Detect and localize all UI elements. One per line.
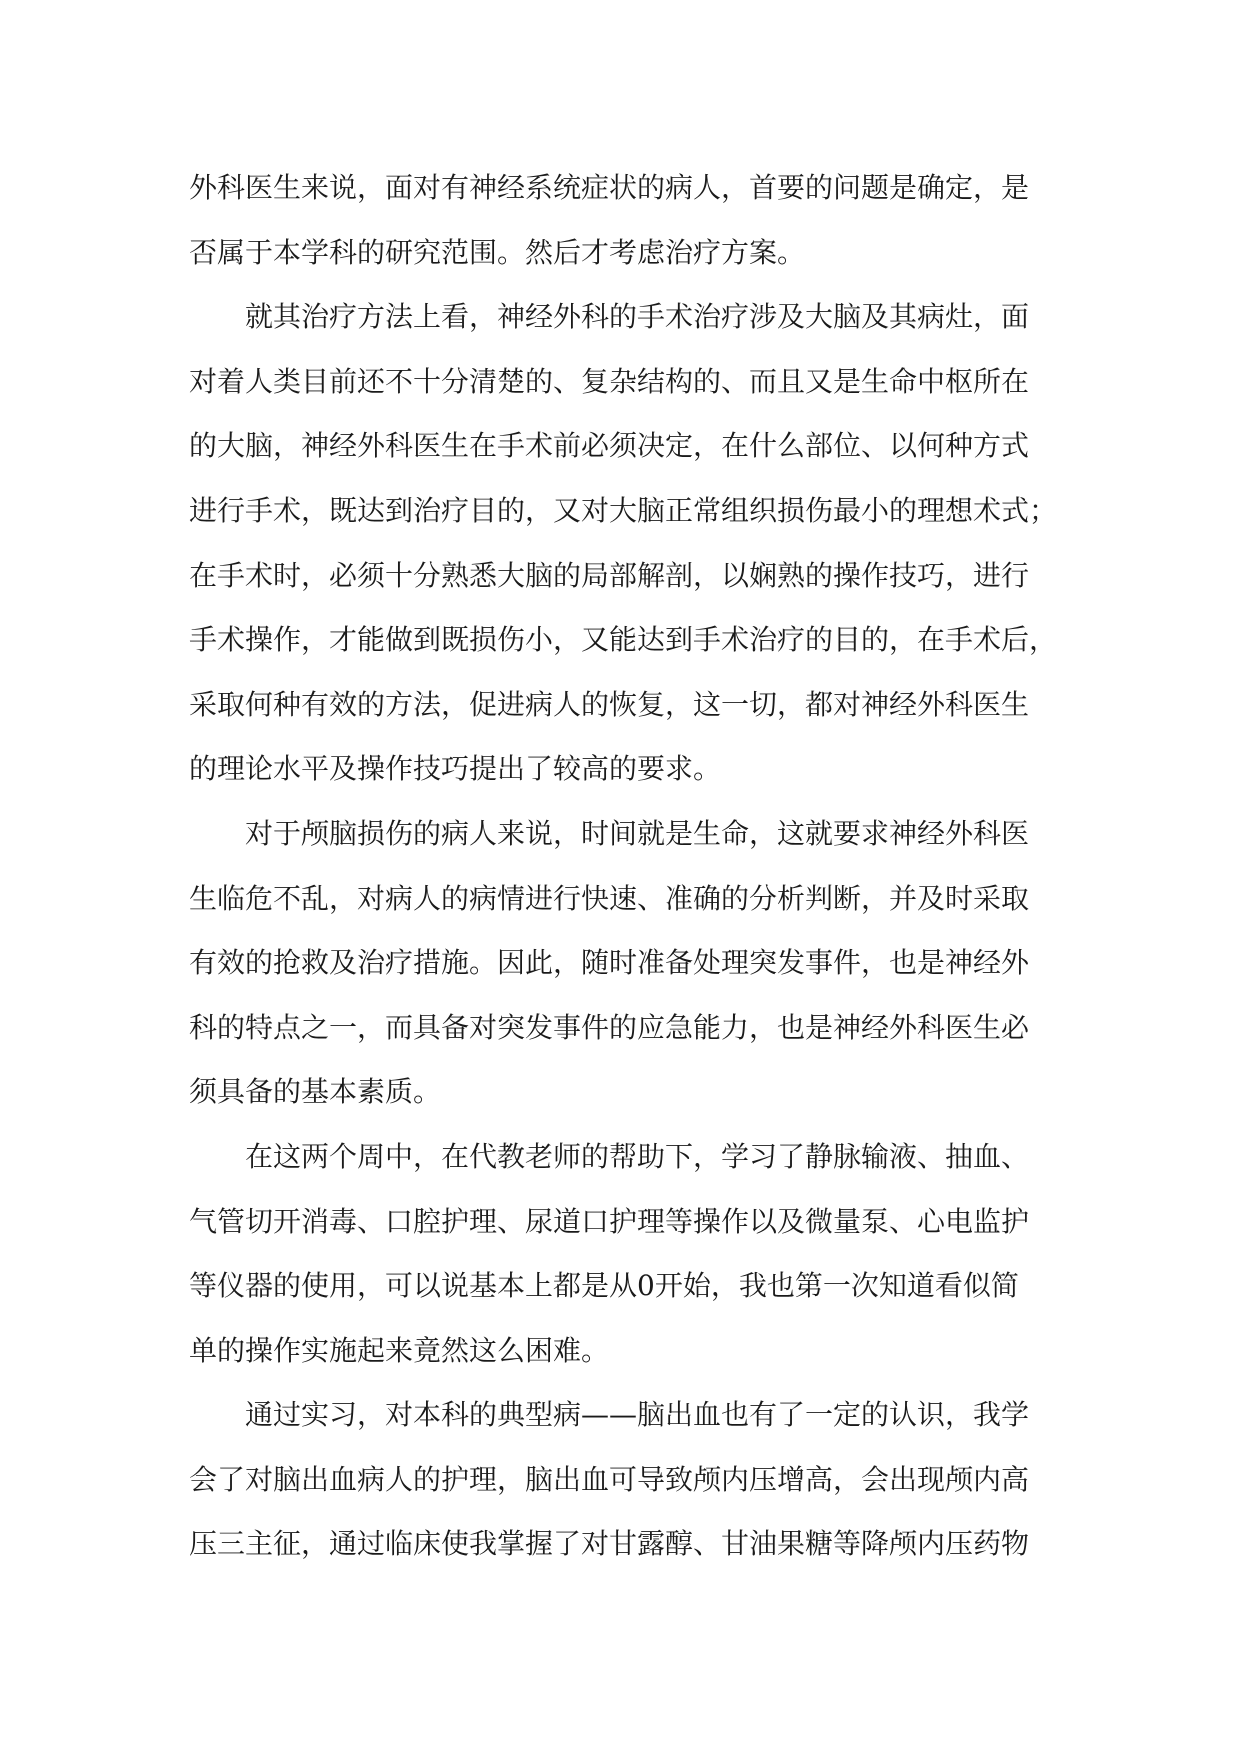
paragraph-4: [189, 1125, 1069, 1383]
paragraph-5: [189, 1383, 1069, 1577]
text-line: 采取何种有效的方法，促进病人的恢复，这一切，都对神经外科医生: [189, 687, 1030, 721]
text-line: 在这两个周中，在代教老师的帮助下，学习了静脉输液、抽血、: [245, 1139, 1030, 1173]
text-line: 生临危不乱，对病人的病情进行快速、准确的分析判断，并及时采取: [189, 881, 1030, 915]
body-text: [189, 156, 1069, 1577]
text-line: 须具备的基本素质。: [189, 1075, 442, 1109]
text-line: 就其治疗方法上看，神经外科的手术治疗涉及大脑及其病灶，面: [245, 300, 1030, 334]
text-line: 通过实习，对本科的典型病——脑出血也有了一定的认识，我学: [245, 1398, 1030, 1432]
text-line: 外科医生来说，面对有神经系统症状的病人，首要的问题是确定，是: [189, 171, 1030, 204]
text-line: 对于颅脑损伤的病人来说，时间就是生命，这就要求神经外科医: [245, 816, 1030, 850]
paragraph-1: [189, 156, 1069, 285]
text-line: 气管切开消毒、口腔护理、尿道口护理等操作以及微量泵、心电监护: [189, 1204, 1030, 1238]
paragraph-3: [189, 802, 1069, 1125]
text-line: 否属于本学科的研究范围。然后才考虑治疗方案。: [189, 235, 806, 269]
text-line: 单的操作实施起来竟然这么困难。: [189, 1333, 610, 1367]
text-line: 在手术时，必须十分熟悉大脑的局部解剖，以娴熟的操作技巧，进行: [189, 558, 1030, 592]
text-line: 对着人类目前还不十分清楚的、复杂结构的、而且又是生命中枢所在: [189, 364, 1030, 398]
text-line: 有效的抢救及治疗措施。因此，随时准备处理突发事件，也是神经外: [189, 946, 1030, 980]
text-line: 压三主征，通过临床使我掌握了对甘露醇、甘油果糖等降颅内压药物: [189, 1527, 1030, 1561]
text-line: 的理论水平及操作技巧提出了较高的要求。: [189, 752, 722, 786]
text-line: 会了对脑出血病人的护理，脑出血可导致颅内压增高，会出现颅内高: [189, 1462, 1030, 1496]
text-line: 科的特点之一，而具备对突发事件的应急能力，也是神经外科医生必: [189, 1010, 1030, 1044]
text-line: 手术操作，才能做到既损伤小，又能达到手术治疗的目的，在手术后，: [189, 623, 1058, 657]
text-line: 的大脑，神经外科医生在手术前必须决定，在什么部位、以何种方式: [189, 429, 1030, 463]
text-line: 进行手术，既达到治疗目的，又对大脑正常组织损伤最小的理想术式；: [189, 493, 1058, 527]
text-line: 等仪器的使用，可以说基本上都是从0开始，我也第一次知道看似简: [189, 1269, 1019, 1303]
paragraph-2: [189, 285, 1069, 802]
